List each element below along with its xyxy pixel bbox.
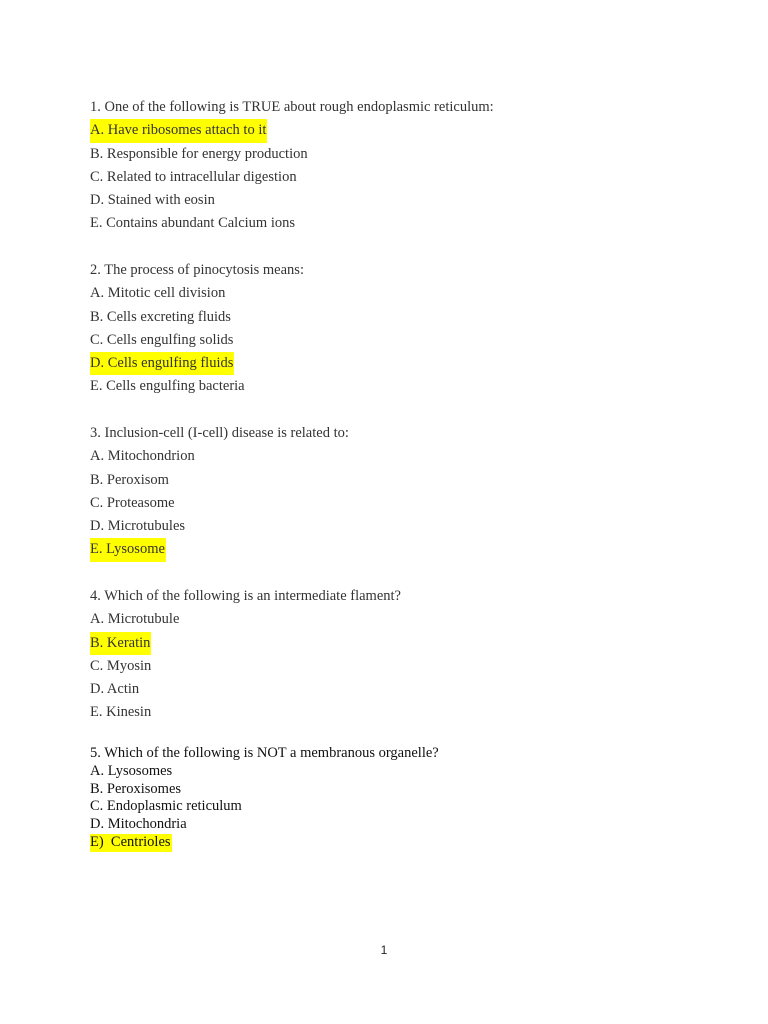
answer-option: B. Responsible for energy production <box>90 145 308 162</box>
page-number: 1 <box>380 943 388 957</box>
question-prompt: 2. The process of pinocytosis means: <box>90 262 304 278</box>
answer-option: A. Have ribosomes attach to it <box>90 119 730 142</box>
answer-option: B. Cells excreting fluids <box>90 308 231 325</box>
answer-option: D. Cells engulfing fluids <box>90 352 730 375</box>
question-5 <box>90 745 730 852</box>
answer-option: A. Lysosomes <box>90 762 173 779</box>
answer-option: D. Stained with eosin <box>90 192 215 209</box>
answer-option: E. Lysosome <box>90 538 730 561</box>
question-prompt: 1. One of the following is TRUE about rough endoplasmic reticulum: <box>90 99 494 115</box>
answer-option: E. Kinesin <box>90 704 152 721</box>
answer-option: E) Centrioles <box>90 833 171 850</box>
answer-option: A. Mitochondrion <box>90 448 195 465</box>
question-3 <box>90 422 730 562</box>
question-prompt: 4. Which of the following is an intermediate flament? <box>90 588 401 604</box>
question-2 <box>90 259 730 399</box>
question-prompt: 5. Which of the following is NOT a membranous organelle? <box>90 745 439 761</box>
answer-option: E. Cells engulfing bacteria <box>90 378 245 395</box>
answer-option: D. Actin <box>90 681 140 698</box>
answer-option: B. Peroxisom <box>90 471 169 488</box>
answer-option: A. Microtubule <box>90 611 180 628</box>
answer-option: A. Mitotic cell division <box>90 285 226 302</box>
question-1 <box>90 96 730 236</box>
answer-option: C. Cells engulfing solids <box>90 331 234 348</box>
answer-option: C. Endoplasmic reticulum <box>90 798 242 815</box>
answer-option: C. Myosin <box>90 657 152 674</box>
question-prompt: 3. Inclusion-cell (I-cell) disease is related to: <box>90 425 349 441</box>
answer-option: D. Mitochondria <box>90 816 187 833</box>
question-4 <box>90 585 730 725</box>
answer-option: E. Contains abundant Calcium ions <box>90 215 295 232</box>
answer-option: C. Related to intracellular digestion <box>90 168 297 185</box>
answer-option: B. Peroxisomes <box>90 780 182 797</box>
answer-option: B. Keratin <box>90 632 730 655</box>
answer-option: C. Proteasome <box>90 494 175 511</box>
answer-option: D. Microtubules <box>90 518 186 535</box>
